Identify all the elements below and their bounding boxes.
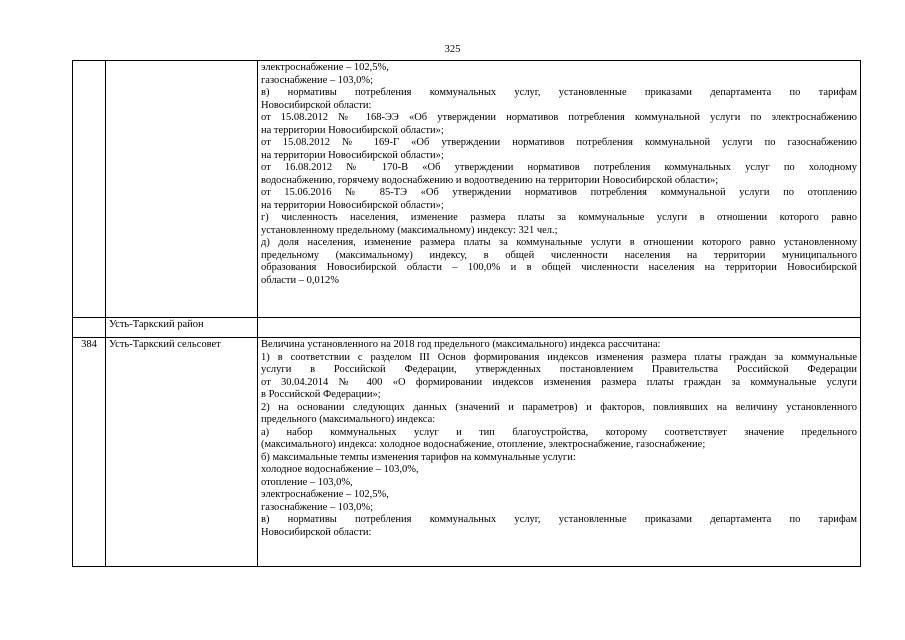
- text-line: а) набор коммунальных услуг и тип благоустройства, которому соответствует значение предельного: [261, 426, 857, 438]
- text-line: газоснабжение – 103,0%;: [261, 501, 374, 513]
- text-line: в) нормативы потребления коммунальных услуг, установленные приказами департамента по тарифам: [261, 87, 857, 98]
- calculation-description-cell: [258, 61, 861, 318]
- text-line: отопление – 103,0%,: [261, 476, 353, 488]
- row-number-cell: 384: [73, 338, 106, 567]
- text-line: д) доля населения, изменение размера платы за коммунальные услуги в отношении которого равно установленному: [261, 237, 857, 248]
- text-line: (максимального) индекса: холодное водоснабжение, отопление, электроснабжение, газоснабжение;: [261, 439, 706, 450]
- text-line: 1) в соответствии с разделом III Основ формирования индексов изменения размера платы граждан за коммунальные: [261, 351, 857, 363]
- table-row: [73, 318, 861, 338]
- text-line: 2) на основании следующих данных (значений и параметров) и факторов, повлиявших на величину установленного: [261, 401, 857, 413]
- tariff-index-table: [72, 60, 861, 567]
- text-line: Новосибирской области:: [261, 526, 372, 538]
- text-line: Новосибирской области:: [261, 99, 372, 111]
- text-line: электроснабжение – 102,5%,: [261, 62, 389, 73]
- text-line: от 15.06.2016 № 85-ТЭ «Об утверждении нормативов потребления коммунальной услуги по отоплению: [261, 187, 857, 198]
- text-line: б) максимальные темпы изменения тарифов на коммунальные услуги:: [261, 451, 576, 463]
- text-line: услуги в Российской Федерации, утвержденных постановлением Правительства Российской Федерации: [261, 364, 857, 375]
- calculation-description-cell: [258, 338, 861, 567]
- text-line: на территории Новосибирской области»;: [261, 149, 444, 161]
- text-line: установленному предельному (максимальному) индексу: 321 чел.;: [261, 224, 558, 236]
- table-row: [73, 338, 861, 567]
- municipality-name-cell: [106, 61, 258, 318]
- text-line: предельного (максимального) индекса:: [261, 414, 436, 425]
- text-line: в) нормативы потребления коммунальных услуг, установленные приказами департамента по тарифам: [261, 514, 857, 525]
- text-line: на территории Новосибирской области»;: [261, 199, 444, 211]
- page-number: 325: [444, 44, 461, 55]
- row-number-cell: [73, 318, 106, 338]
- text-line: г) численность населения, изменение размера платы за коммунальные услуги в отношении которого равно: [261, 212, 857, 223]
- text-line: холодное водоснабжение – 103,0%,: [261, 464, 419, 475]
- text-line: газоснабжение – 103,0%;: [261, 74, 374, 86]
- text-line: образования Новосибирской области – 100,0% и в общей численности населения на территории Новосибирской: [261, 262, 857, 273]
- text-line: от 15.08.2012 № 168-ЭЭ «Об утверждении нормативов потребления коммунальной услуги по электроснабжению: [261, 112, 857, 123]
- text-line: области – 0,012%: [261, 274, 339, 286]
- text-line: предельному (максимальному) индексу, в общей численности населения на территории муниципального: [261, 249, 857, 261]
- text-line: в Российской Федерации»;: [261, 389, 381, 400]
- calculation-description-cell: [258, 318, 861, 338]
- text-line: Величина установленного на 2018 год предельного (максимального) индекса рассчитана:: [261, 339, 661, 350]
- table-row: [73, 61, 861, 318]
- row-number-cell: [73, 61, 106, 318]
- text-line: от 30.04.2014 № 400 «О формировании индексов изменения размера платы граждан за коммунальные услуги: [261, 376, 857, 388]
- text-line: от 16.08.2012 № 170-В «Об утверждении нормативов потребления коммунальных услуг по холодному: [261, 162, 857, 173]
- municipality-name-cell: Усть-Таркский район: [106, 318, 258, 338]
- text-line: электроснабжение – 102,5%,: [261, 489, 389, 500]
- municipality-name-cell: Усть-Таркский сельсовет: [106, 338, 258, 567]
- text-line: водоснабжению, горячему водоснабжению и водоотведению на территории Новосибирской области»;: [261, 174, 719, 186]
- text-line: на территории Новосибирской области»;: [261, 124, 444, 136]
- text-line: от 15.08.2012 № 169-Г «Об утверждении нормативов потребления коммунальной услуги по газоснабжению: [261, 137, 857, 148]
